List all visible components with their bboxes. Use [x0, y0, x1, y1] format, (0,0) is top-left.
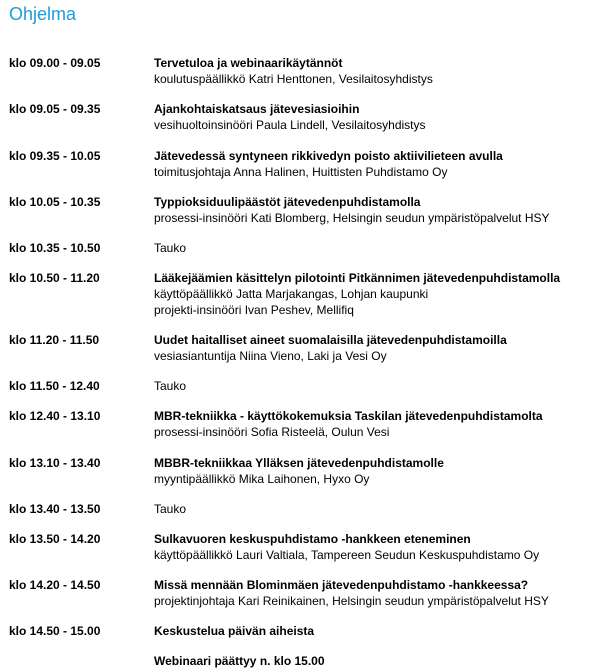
agenda-content [154, 55, 613, 87]
session-title: MBR-tekniikka - käyttökokemuksia Taskilan jätevedenpuhdistamolta [154, 409, 543, 423]
speaker-line: toimitusjohtaja Anna Halinen, Huittisten Puhdistamo Oy [154, 165, 448, 179]
speaker-line: prosessi-insinööri Kati Blomberg, Helsingin seudun ympäristöpalvelut HSY [154, 211, 550, 225]
break-label: Tauko [154, 379, 187, 393]
session-title: Uudet haitalliset aineet suomalaisilla jätevedenpuhdistamoilla [154, 333, 507, 347]
agenda-time: klo 11.20 - 11.50 [9, 333, 100, 347]
agenda-time: klo 14.20 - 14.50 [9, 578, 101, 592]
session-title: Jätevedessä syntyneen rikkivedyn poisto aktiivilieteen avulla [154, 149, 503, 163]
agenda-content [154, 194, 613, 226]
agenda-time: klo 09.05 - 09.35 [9, 102, 101, 116]
agenda-time: klo 10.35 - 10.50 [9, 241, 101, 255]
agenda-content [154, 148, 613, 180]
agenda-content [154, 378, 613, 394]
speaker-line: vesiasiantuntija Niina Vieno, Laki ja Vesi Oy [154, 349, 387, 363]
session-title: Keskustelua päivän aiheista [154, 624, 315, 638]
agenda-time: klo 14.50 - 15.00 [9, 624, 101, 638]
agenda-time: klo 09.00 - 09.05 [9, 56, 101, 70]
agenda-content [154, 101, 613, 133]
speaker-line: koulutuspäällikkö Katri Henttonen, Vesilaitosyhdistys [154, 72, 433, 86]
agenda-time: klo 10.05 - 10.35 [9, 195, 101, 209]
speaker-line: käyttöpäällikkö Lauri Valtiala, Tampereen Seudun Keskuspuhdistamo Oy [154, 548, 540, 562]
agenda-content [154, 501, 613, 517]
agenda-content [154, 240, 613, 256]
session-title: Webinaari päättyy n. klo 15.00 [154, 654, 325, 668]
agenda-time: klo 12.40 - 13.10 [9, 409, 101, 423]
speaker-line: projektinjohtaja Kari Reinikainen, Helsingin seudun ympäristöpalvelut HSY [154, 594, 549, 608]
agenda-time: klo 13.40 - 13.50 [9, 502, 101, 516]
agenda-content [154, 332, 613, 364]
speaker-line: vesihuoltoinsinööri Paula Lindell, Vesilaitosyhdistys [154, 118, 426, 132]
agenda-time: klo 09.35 - 10.05 [9, 149, 101, 163]
session-title: Tervetuloa ja webinaarikäytännöt [154, 56, 343, 70]
agenda-content [154, 577, 613, 609]
session-title: MBBR-tekniikkaa Ylläksen jätevedenpuhdistamolle [154, 456, 444, 470]
speaker-line: myyntipäällikkö Mika Laihonen, Hyxo Oy [154, 472, 370, 486]
agenda-content [154, 531, 613, 563]
speaker-line: käyttöpäällikkö Jatta Marjakangas, Lohjan kaupunki [154, 287, 429, 301]
agenda-content [154, 408, 613, 440]
agenda-time: klo 13.10 - 13.40 [9, 456, 101, 470]
speaker-line: projekti-insinööri Ivan Peshev, Mellifiq [154, 303, 354, 317]
agenda-time: klo 13.50 - 14.20 [9, 532, 101, 546]
break-label: Tauko [154, 241, 187, 255]
break-label: Tauko [154, 502, 187, 516]
session-title: Ajankohtaiskatsaus jätevesiasioihin [154, 102, 360, 116]
agenda-content [154, 623, 613, 639]
session-title: Lääkejäämien käsittelyn pilotointi Pitkännimen jätevedenpuhdistamolla [154, 271, 561, 285]
page-title: Ohjelma [9, 4, 77, 24]
agenda-content [154, 653, 613, 669]
session-title: Typpioksiduulipäästöt jätevedenpuhdistamolla [154, 195, 421, 209]
agenda-content [154, 455, 613, 487]
agenda-time: klo 11.50 - 12.40 [9, 379, 100, 393]
session-title: Missä mennään Blominmäen jätevedenpuhdistamo -hankkeessa? [154, 578, 529, 592]
speaker-line: prosessi-insinööri Sofia Risteelä, Oulun Vesi [154, 425, 390, 439]
session-title: Sulkavuoren keskuspuhdistamo -hankkeen eteneminen [154, 532, 471, 546]
agenda-content [154, 270, 613, 318]
agenda-time: klo 10.50 - 11.20 [9, 271, 100, 285]
